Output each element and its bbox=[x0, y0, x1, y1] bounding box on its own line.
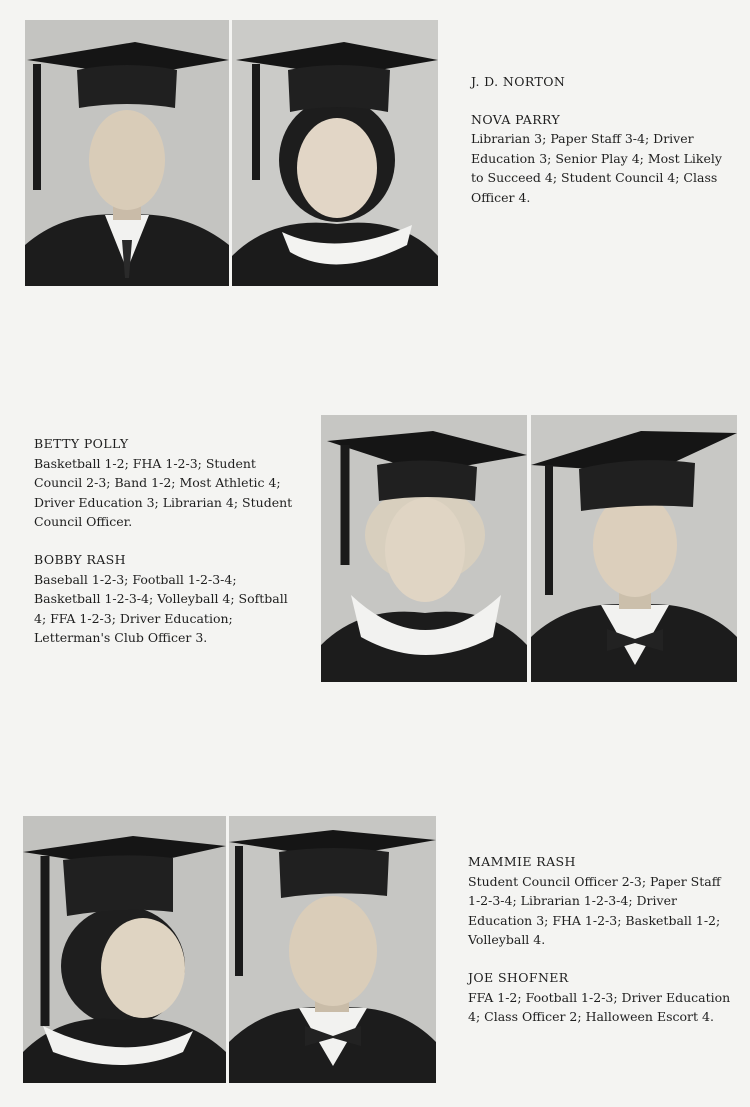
graduate-portrait-icon bbox=[531, 415, 737, 682]
student-name: NOVA PARRY bbox=[471, 111, 561, 127]
student-activities: Baseball 1-2-3; Football 1-2-3-4; Basketball 1-2-3-4; Volleyball 4; Softball 4; FFA 1-2-3; Driver Education; Letterman's Club Officer 3. bbox=[34, 571, 288, 646]
graduate-portrait-icon bbox=[229, 816, 436, 1083]
student-entry bbox=[471, 72, 736, 92]
student-entry bbox=[34, 434, 296, 532]
student-name: JOE SHOFNER bbox=[468, 969, 569, 985]
student-activities: FFA 1-2; Football 1-2-3; Driver Education 4; Class Officer 2; Halloween Escort 4. bbox=[468, 989, 731, 1025]
graduate-portrait-icon bbox=[321, 415, 527, 682]
portrait-photo-mammie-rash bbox=[23, 816, 226, 1083]
student-name: BETTY POLLY bbox=[34, 436, 129, 451]
student-activities: Librarian 3; Paper Staff 3-4; Driver Education 3; Senior Play 4; Most Likely to Succeed 4; Student Council 4; Class Officer 4. bbox=[471, 131, 722, 205]
student-entry bbox=[471, 110, 736, 208]
student-name: BOBBY RASH bbox=[34, 551, 126, 567]
student-name: MAMMIE RASH bbox=[468, 854, 576, 869]
student-activities: Student Council Officer 2-3; Paper Staff 1-2-3-4; Librarian 1-2-3-4; Driver Education 3; FHA 1-2-3; Basketball 1-2; Volleyball 4. bbox=[468, 873, 721, 948]
graduate-portrait-icon bbox=[23, 816, 226, 1083]
student-name: J. D. NORTON bbox=[471, 74, 566, 89]
portrait-photo-shofner bbox=[229, 816, 436, 1083]
bio-block-1 bbox=[471, 72, 736, 226]
student-activities: Basketball 1-2; FHA 1-2-3; Student Council 2-3; Band 1-2; Most Athletic 4; Driver Education 3; Librarian 4; Student Council Officer. bbox=[34, 455, 293, 530]
graduate-portrait-icon bbox=[25, 20, 229, 286]
portrait-photo-norton bbox=[25, 20, 229, 286]
bio-block-3 bbox=[468, 852, 736, 1045]
student-entry bbox=[468, 852, 736, 950]
bio-block-2 bbox=[34, 434, 296, 666]
student-entry bbox=[34, 550, 296, 648]
portrait-photo-bobby-rash bbox=[531, 415, 737, 682]
portrait-photo-polly bbox=[321, 415, 527, 682]
student-entry bbox=[468, 968, 736, 1027]
portrait-photo-parry bbox=[232, 20, 438, 286]
graduate-portrait-icon bbox=[232, 20, 438, 286]
